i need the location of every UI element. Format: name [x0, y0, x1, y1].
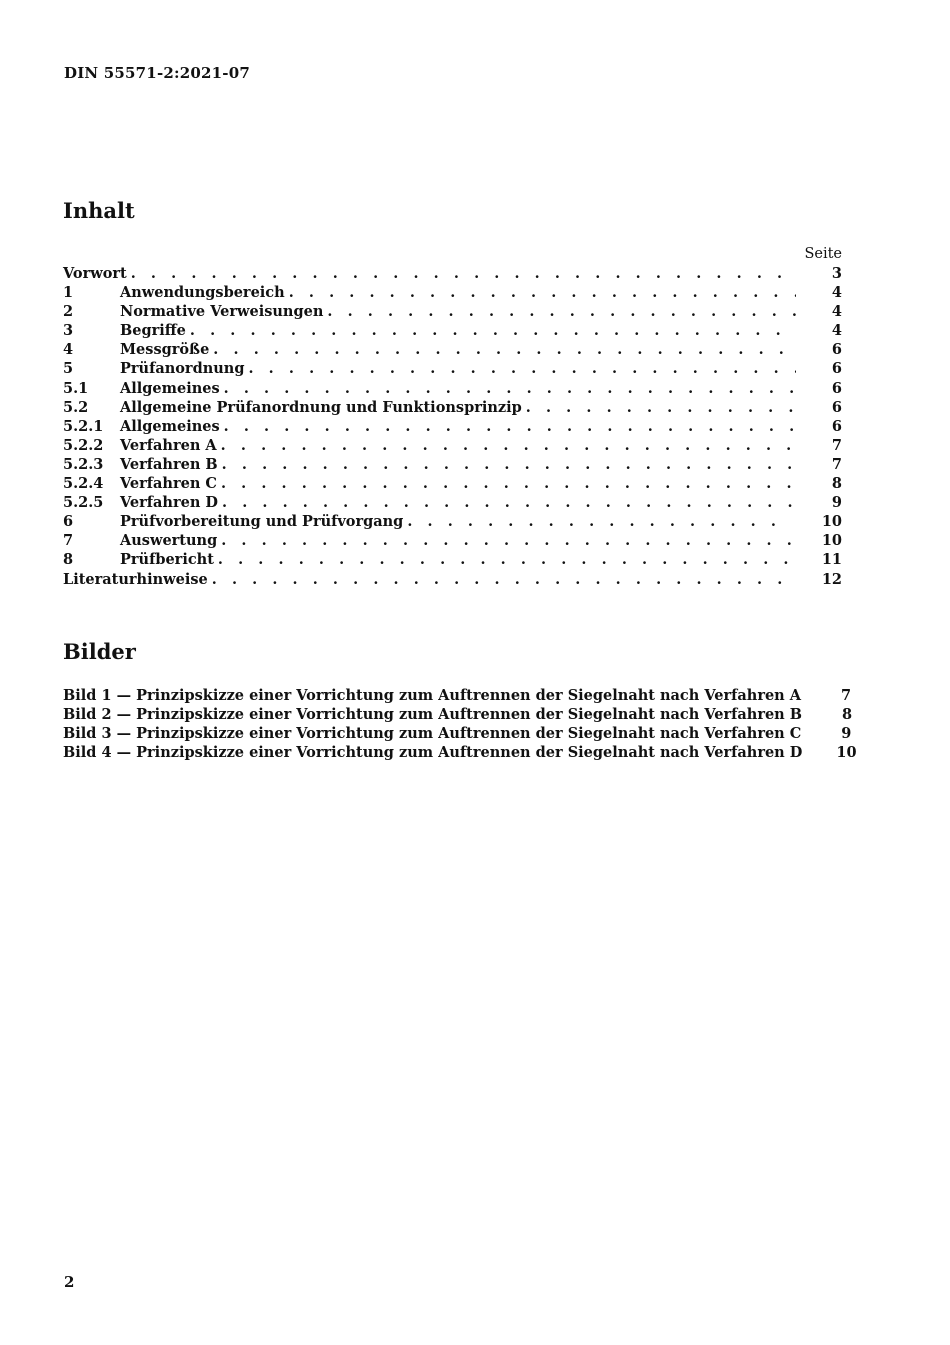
leader-dots [212, 570, 792, 589]
leader-dots [221, 436, 796, 455]
toc-entry-number: 4 [63, 341, 74, 359]
toc-entry[interactable] [63, 379, 842, 398]
toc-entry-page: 10 [821, 513, 842, 531]
toc-entry-title: Verfahren C [120, 475, 217, 493]
toc-entry-number: 5 [63, 360, 74, 378]
figure-entry[interactable] [63, 743, 857, 762]
figure-entry-title: Bild 1 — Prinzipskizze einer Vorrichtung zum Auftrennen der Siegelnaht nach Verfahren A [63, 687, 802, 704]
toc-entry[interactable] [63, 417, 842, 436]
toc-entry-title: Verfahren D [120, 494, 218, 512]
toc-entry-number: 5.2.1 [63, 417, 104, 435]
toc-entry-number: 5.2.2 [63, 436, 104, 454]
figure-entry-title: Bild 4 — Prinzipskizze einer Vorrichtung zum Auftrennen der Siegelnaht nach Verfahren D [63, 744, 803, 762]
toc-entry-page: 6 [831, 417, 842, 435]
toc-entry-literaturhinweise[interactable] [63, 570, 842, 589]
document-id: DIN 55571-2:2021-07 [64, 64, 250, 82]
list-of-figures [63, 686, 857, 762]
toc-entry-number: 5.2.5 [63, 494, 104, 512]
toc-entry-page: 6 [831, 398, 842, 416]
toc-entry-title: Messgröße [120, 341, 210, 359]
toc-entry-title: Allgemeines [120, 417, 220, 435]
leader-dots [222, 455, 796, 474]
toc-entry[interactable] [63, 340, 842, 359]
toc-entry[interactable] [63, 436, 842, 455]
leader-dots [407, 512, 792, 531]
toc-entry[interactable] [63, 302, 842, 321]
leader-dots [131, 264, 796, 283]
toc-entry-title: Prüfbericht [120, 551, 214, 569]
toc-entry-number: 1 [63, 284, 74, 302]
toc-entry-page: 7 [831, 455, 842, 473]
toc-entry-title: Literaturhinweise [63, 570, 208, 588]
table-of-contents [63, 264, 842, 589]
toc-entry-number: 3 [63, 322, 74, 340]
leader-dots [221, 474, 796, 493]
leader-dots [221, 531, 792, 550]
toc-entry-page: 9 [831, 494, 842, 512]
toc-entry-page: 6 [831, 360, 842, 378]
leader-dots [289, 283, 796, 302]
toc-entry-page: 3 [831, 265, 842, 282]
leader-dots [248, 359, 796, 378]
toc-entry-title: Vorwort [63, 265, 127, 282]
figures-heading: Bilder [63, 639, 136, 664]
figure-entry[interactable] [63, 686, 852, 705]
toc-entry-number: 2 [63, 303, 74, 321]
figure-entry-page: 8 [841, 706, 853, 724]
toc-entry-title: Anwendungsbereich [120, 284, 285, 302]
toc-entry[interactable] [63, 359, 842, 378]
toc-entry-number: 7 [63, 532, 74, 550]
toc-entry-page: 6 [831, 341, 842, 359]
toc-entry-number: 8 [63, 551, 74, 569]
leader-dots [224, 379, 796, 398]
toc-entry-title: Prüfvorbereitung und Prüfvorgang [120, 513, 404, 531]
toc-entry[interactable] [63, 550, 842, 569]
toc-entry-vorwort[interactable] [63, 264, 842, 283]
figure-entry-title: Bild 3 — Prinzipskizze einer Vorrichtung zum Auftrennen der Siegelnaht nach Verfahren C [63, 725, 802, 743]
figure-entry-page: 10 [836, 744, 857, 762]
toc-entry-title: Allgemeines [120, 379, 220, 397]
toc-entry[interactable] [63, 398, 842, 417]
leader-dots [213, 340, 796, 359]
toc-entry-page: 4 [831, 303, 842, 321]
toc-entry-page: 12 [821, 570, 842, 588]
leader-dots [327, 302, 796, 321]
toc-entry-title: Auswertung [120, 532, 218, 550]
toc-entry[interactable] [63, 283, 842, 302]
leader-dots [526, 398, 796, 417]
figure-entry[interactable] [63, 724, 852, 743]
leader-dots [222, 493, 796, 512]
toc-entry-number: 5.1 [63, 379, 89, 397]
figure-entry-title: Bild 2 — Prinzipskizze einer Vorrichtung zum Auftrennen der Siegelnaht nach Verfahren B [63, 706, 803, 724]
page-number: 2 [64, 1273, 75, 1291]
toc-entry-title: Begriffe [120, 322, 186, 340]
toc-entry-page: 10 [821, 532, 842, 550]
figure-entry-page: 7 [840, 687, 852, 704]
toc-entry-number: 5.2.4 [63, 475, 104, 493]
toc-entry[interactable] [63, 531, 842, 550]
toc-entry-page: 11 [821, 551, 842, 569]
toc-entry-number: 6 [63, 513, 74, 531]
leader-dots [218, 550, 792, 569]
toc-entry[interactable] [63, 474, 842, 493]
toc-entry-title: Verfahren A [120, 436, 217, 454]
toc-entry-page: 6 [831, 379, 842, 397]
toc-entry-page: 4 [831, 322, 842, 340]
toc-entry[interactable] [63, 493, 842, 512]
figure-entry-page: 9 [841, 725, 852, 743]
toc-entry-title: Verfahren B [120, 455, 218, 473]
toc-entry-title: Prüfanordnung [120, 360, 245, 378]
toc-entry-page: 8 [831, 475, 842, 493]
leader-dots [190, 321, 796, 340]
toc-entry-title: Normative Verweisungen [120, 303, 324, 321]
leader-dots [224, 417, 796, 436]
toc-entry-number: 5.2.3 [63, 455, 104, 473]
toc-entry[interactable] [63, 321, 842, 340]
figure-entry[interactable] [63, 705, 853, 724]
page-column-label: Seite [804, 246, 842, 262]
toc-entry-number: 5.2 [63, 398, 89, 416]
toc-entry[interactable] [63, 455, 842, 474]
toc-entry-page: 7 [831, 436, 842, 454]
toc-entry-title: Allgemeine Prüfanordnung und Funktionsprinzip [120, 398, 522, 416]
contents-heading: Inhalt [63, 198, 135, 223]
toc-entry-page: 4 [831, 284, 842, 302]
toc-entry[interactable] [63, 512, 842, 531]
